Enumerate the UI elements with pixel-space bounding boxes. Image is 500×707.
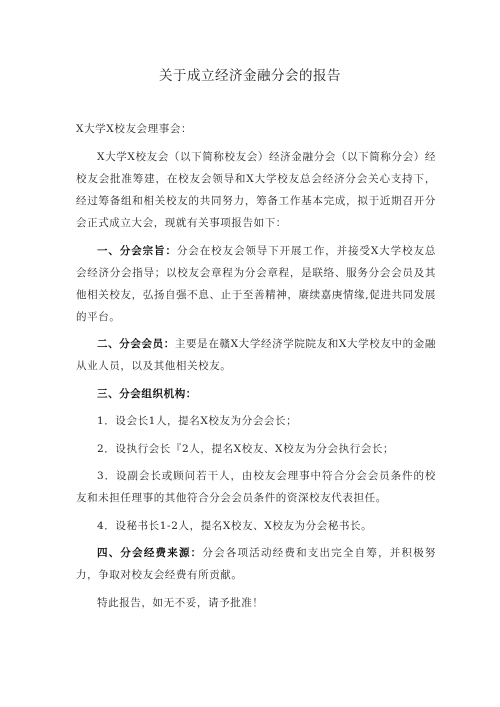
- organization-item: 2．设执行会长『2人，提名X校友、X校友为分会执行会长；: [97, 442, 395, 455]
- section-funding-text: 分会各项活动经费和支出完全自筹，并积极努力，争取对校友会经费有所贡献。: [76, 547, 437, 581]
- organization-item: 1．设会长1人，提名X校友为分会会长；: [97, 415, 298, 427]
- organization-item: 3．设副会长或顾问若干人，由校友会理事中符合分会会员条件的校友和未担任理事的其他符合分会会员条件的资深校友代表担任。: [76, 470, 436, 504]
- section-members-heading: 二、分会会员：: [97, 338, 175, 350]
- section-organization-heading: 三、分会组织机构：: [97, 387, 197, 400]
- document-body: [76, 118, 436, 619]
- section-funding-heading: 四、分会经费来源：: [97, 547, 203, 559]
- section-purpose-text: 分会在校友会领导下开展工作，并接受X大学校友总会经济分会指导；以校友会章程为分会章程，是联络、服务分会会员及其他相关校友，弘扬自强不息、止于至善精神，赓续嘉庚情缘,促进共同发展的平台。: [76, 244, 437, 323]
- section-funding: [76, 542, 436, 586]
- section-members-text: 主要是在赣X大学经济学院院友和X大学校友中的金融从业人员，以及其他相关校友。: [76, 338, 436, 372]
- section-members: [76, 333, 436, 377]
- section-purpose-heading: 一、分会宗旨：: [97, 244, 177, 257]
- section-purpose: [76, 240, 436, 328]
- document-title: 关于成立经济金融分会的报告: [159, 68, 341, 84]
- section-organization: [76, 383, 436, 405]
- organization-item: 4．设秘书长1-2人，提名X校友、X校友为分会秘书长。: [97, 519, 373, 532]
- closing-line: 特此报告，如无不妥，请予批准！: [97, 596, 264, 609]
- salutation: X大学X校友会理事会：: [76, 123, 193, 135]
- intro-paragraph: X大学X校友会（以下简称校友会）经济金融分会（以下简称分会）经校友会批准筹建，在校友会领导和X大学校友总会经济分会关心支持下，经过筹备组和相关校友的共同努力，筹备工作基本完成，拟于近期召开分会正式成立大会，现就有关事项报告如下：: [76, 151, 436, 229]
